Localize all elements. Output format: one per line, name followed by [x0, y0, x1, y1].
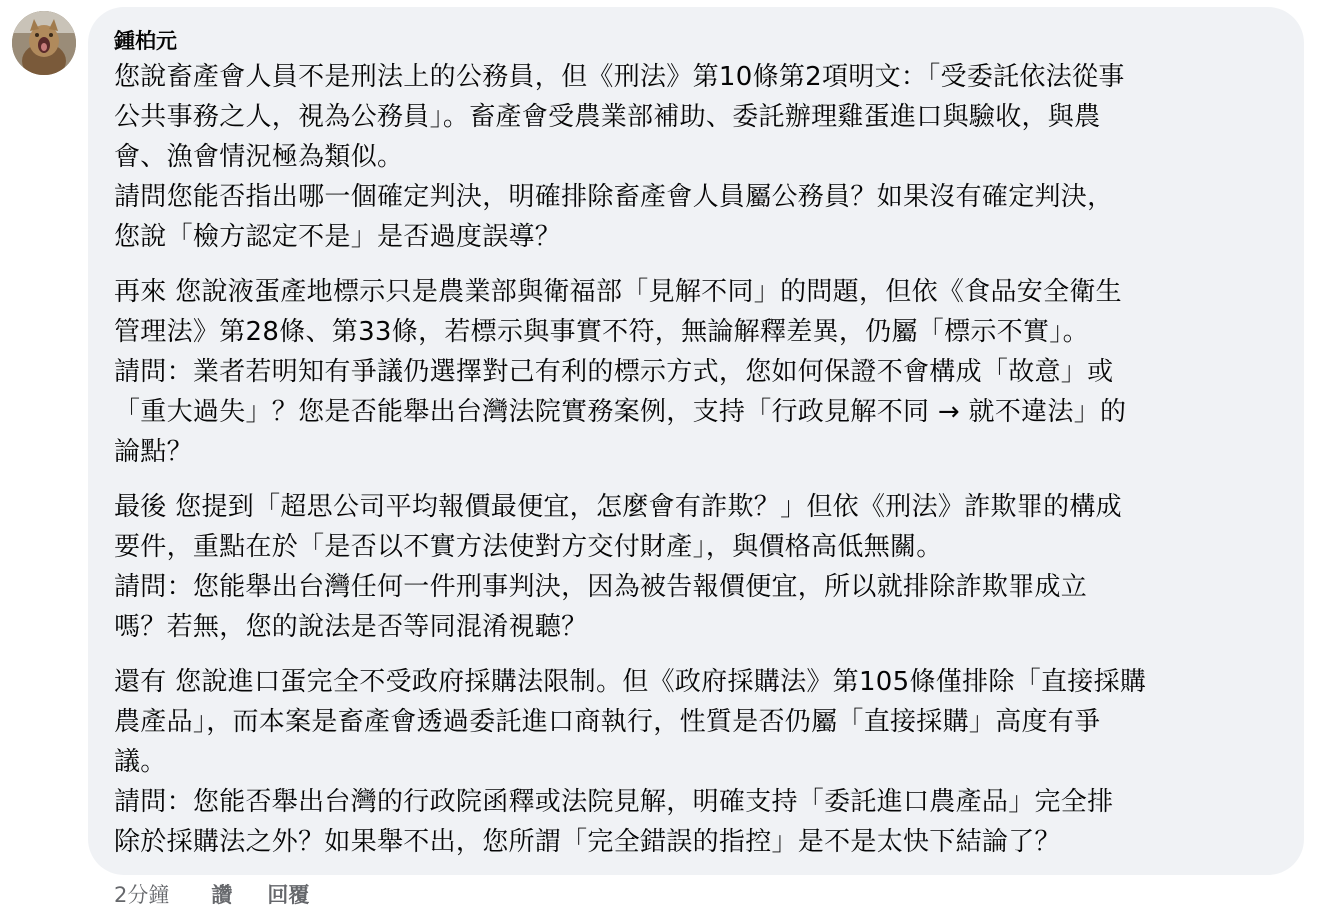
comment-text-line: 「重大過失」？您是否能舉出台灣法院實務案例，支持「行政見解不同 → 就不違法」的 — [114, 397, 1127, 427]
comment-text-line: 請問：您能否舉出台灣的行政院函釋或法院見解，明確支持「委託進口農產品」完全排 — [114, 787, 1114, 817]
comment-text-line: 最後 您提到「超思公司平均報價最便宜，怎麼會有詐欺？」但依《刑法》詐欺罪的構成 — [114, 492, 1122, 522]
comment-actions — [114, 878, 309, 910]
comment-bubble — [88, 7, 1304, 875]
comment-text-line: 還有 您說進口蛋完全不受政府採購法限制。但《政府採購法》第105條僅排除「直接採購 — [114, 667, 1147, 697]
like-button[interactable]: 讚 — [211, 883, 233, 907]
comment-timestamp[interactable]: 2分鐘 — [114, 883, 170, 907]
comment-text-line: 除於採購法之外？如果舉不出，您所謂「完全錯誤的指控」是不是太快下結論了？ — [114, 827, 1061, 857]
comment-text-line: 要件，重點在於「是否以不實方法使對方交付財產」，與價格高低無關。 — [114, 532, 943, 562]
comment-paragraph — [114, 57, 1280, 257]
comment-text-line: 請問：您能舉出台灣任何一件刑事判決，因為被告報價便宜，所以就排除詐欺罪成立 — [114, 572, 1088, 602]
comment-text-line: 會、漁會情況極為類似。 — [114, 142, 404, 172]
comment-text-line: 請問：業者若明知有爭議仍選擇對己有利的標示方式，您如何保證不會構成「故意」或 — [114, 357, 1114, 387]
comment-text-line: 公共事務之人，視為公務員」。畜產會受農業部補助、委託辦理雞蛋進口與驗收，與農 — [114, 102, 1101, 132]
comment-text-line: 您說「檢方認定不是」是否過度誤導？ — [114, 222, 562, 252]
comment-text-line: 嗎？若無，您的說法是否等同混淆視聽？ — [114, 612, 588, 642]
cat-avatar-icon — [12, 11, 76, 75]
comment-text-line: 再來 您說液蛋產地標示只是農業部與衛福部「見解不同」的問題，但依《食品安全衛生 — [114, 277, 1122, 307]
comment-text-line: 論點？ — [114, 437, 193, 467]
comment-paragraph — [114, 487, 1280, 647]
comment-paragraph — [114, 272, 1280, 472]
author-avatar[interactable] — [12, 11, 76, 75]
comment-text-line: 議。 — [114, 747, 167, 777]
comment-author-name[interactable]: 鍾柏元 — [114, 29, 177, 53]
reply-button[interactable]: 回覆 — [267, 883, 310, 907]
comment-text-line: 農產品」，而本案是畜產會透過委託進口商執行，性質是否仍屬「直接採購」高度有爭 — [114, 707, 1101, 737]
comment-text-line: 管理法》第28條、第33條，若標示與事實不符，無論解釋差異，仍屬「標示不實」。 — [114, 317, 1089, 347]
comment-text-line: 請問您能否指出哪一個確定判決，明確排除畜產會人員屬公務員？如果沒有確定判決， — [114, 182, 1114, 212]
comment-text-line: 您說畜產會人員不是刑法上的公務員，但《刑法》第10條第2項明文：「受委託依法從事 — [114, 62, 1125, 92]
comment-paragraph — [114, 662, 1280, 862]
